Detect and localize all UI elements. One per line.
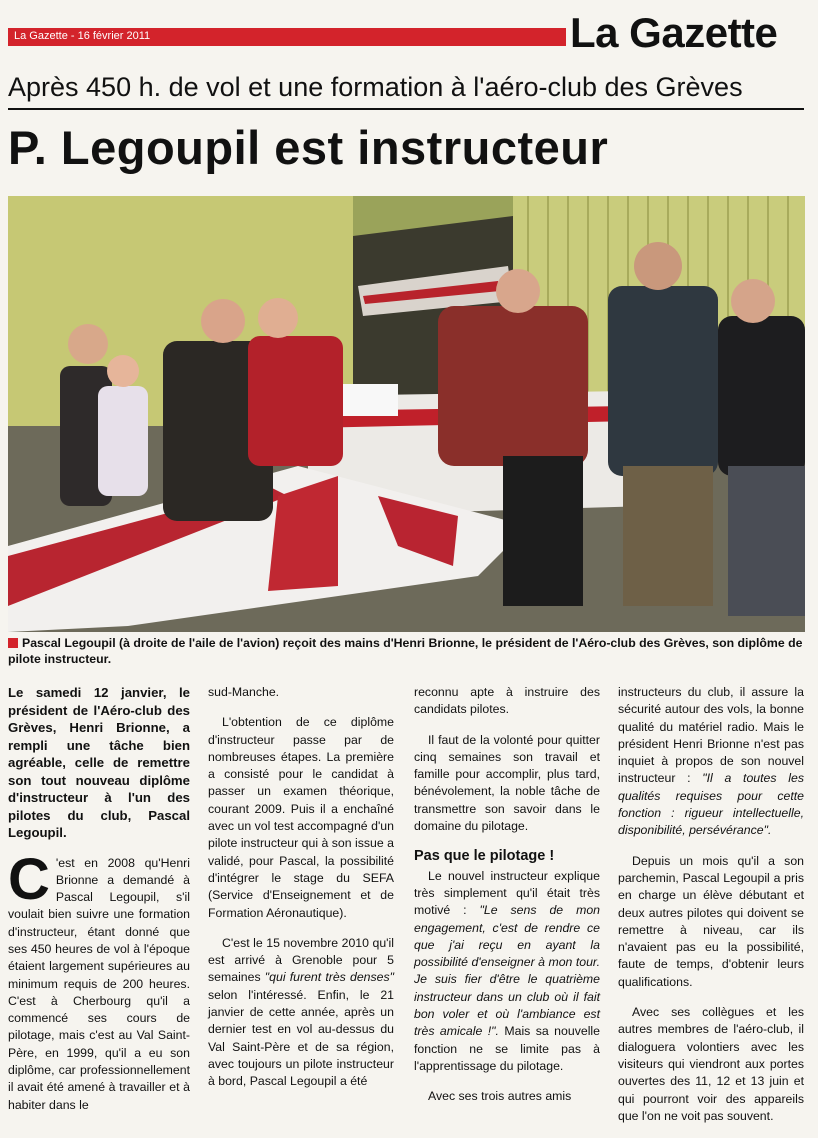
photo-caption <box>8 636 808 667</box>
drop-cap: C <box>8 846 50 912</box>
article-headline: P. Legoupil est instructeur <box>8 121 609 174</box>
date-line: La Gazette - 16 février 2011 <box>14 30 151 42</box>
col2-paragraph-2 <box>208 935 394 1091</box>
col3-continuation: reconnu apte à instruire des candidats pilotes. <box>414 685 600 717</box>
col2-continuation: sud-Manche. <box>208 685 280 699</box>
article-photo <box>8 196 805 632</box>
col3-paragraph-3: Avec ses trois autres amis <box>428 1089 572 1104</box>
col4-paragraph-1: Depuis un mois qu'il a son parchemin, Pascal Legoupil a pris en charge un élève débutant et deux autres pilotes qui doivent se remettre à niveau, car ils n'avaient pas eu la possibilité, faute de temps, d'obtenir leurs qualifications. <box>618 853 804 989</box>
col3-p2-a: Le nouvel instructeur explique très simplement qu'il était très motivé : <box>414 868 600 918</box>
article-subtitle: Après 450 h. de vol et une formation à l'aéro-club des Grèves <box>8 72 743 102</box>
col1-paragraph <box>8 846 190 1114</box>
caption-text: Pascal Legoupil (à droite de l'aile de l'avion) reçoit des mains d'Henri Brionne, le président de l'Aéro-club des Grèves, son diplôme de pilote instructeur. <box>8 636 803 666</box>
column-1 <box>8 684 190 1127</box>
column-3 <box>414 684 600 1119</box>
caption-marker <box>8 638 18 648</box>
photo-hangar-scene <box>8 196 805 632</box>
date-bar <box>8 28 566 46</box>
col4-continuation <box>618 684 804 840</box>
column-2 <box>208 684 394 1104</box>
col4-paragraph-2: Avec ses collègues et les autres membres de l'aéro-club, il dialoguera volontiers avec les visiteurs qui viendront aux portes ouvertes des 11, 12 et 13 juin et qui pourront voir des appareils que l'on ne voit pas souvent. <box>618 1005 804 1123</box>
column-4 <box>618 684 804 1138</box>
diploma <box>343 384 398 416</box>
col2-p2-b: selon l'intéressé. Enfin, le 21 janvier de cette année, après un dernier test en vol au-dessus du Val Saint-Père et de sa région, avec toujours un pilote instructeur à bord, Pascal Legoupil a été <box>208 987 394 1089</box>
masthead: La Gazette <box>570 9 778 56</box>
col3-p2-b: Mais sa nouvelle fonction ne se limite pas à l'apprentissage du pilotage. <box>414 1024 600 1073</box>
col2-p2-quote: "qui furent très denses" <box>264 970 394 985</box>
section-subheading: Pas que le pilotage ! <box>414 848 555 865</box>
col3-paragraph-1: Il faut de la volonté pour quitter cinq semaines son travail et famille pour accomplir, plus tard, bénévolement, la noble tâche de transmettre son savoir dans le domaine du pilotage. <box>414 732 600 834</box>
col4-cont-quote: "Il a toutes les qualités requises pour cette fonction : rigueur intellectuelle, disponibilité, persévérance". <box>618 771 804 838</box>
col2-paragraph-1: L'obtention de ce diplôme d'instructeur passe par de nombreuses étapes. La première a consisté pour le candidat à passer un examen théorique, courant 2009. Puis il a enchaîné avec un vol test accompagné d'un pilote instructeur qui à son issue a validé, pour Pascal, la possibilité d'intégrer le stage du SEFA (Service d'Enseignement et de Formation Aéronautique). <box>208 715 394 920</box>
col2-p2-a: C'est le 15 novembre 2010 qu'il est arrivé à Grenoble pour 5 semaines <box>208 935 394 985</box>
lead-paragraph: Le samedi 12 janvier, le président de l'Aéro-club des Grèves, Henri Brionne, a rempli une tâche bien agréable, celle de remettre son tout nouveau diplôme d'instructeur à l'un des pilotes du club, Pascal Legoupil. <box>8 685 190 840</box>
col3-paragraph-2 <box>414 868 600 1076</box>
col1-text: 'est en 2008 qu'Henri Brionne a demandé à Pascal Legoupil, s'il voulait bien suivre une formation d'instructeur, étant donné que ses 450 heures de vol à l'époque étaient largement supérieures au minimum requis de 200 heures. C'est à Cherbourg qu'il a commencé ses cours de pilotage, mais c'est au Val Saint-Père, en 1999, qu'il a eu son diplôme, car professionnellement il avait été amené à travailler et à habiter dans le <box>8 855 190 1112</box>
subtitle-rule <box>8 108 804 110</box>
col3-p2-quote: "Le sens de mon engagement, c'est de rendre ce que j'ai reçu en ayant la possibilité d'enseigner à mon tour. Je suis fier d'être le quatrième instructeur dans un club où il fait bon voler et où l'ambiance est très amicale !". <box>414 903 600 1039</box>
col4-cont-a: instructeurs du club, il assure la sécurité autour des vols, la bonne qualité du matériel radio. Mais le président Henri Brionne n'est pas inquiet à propos de son nouvel instructeur : <box>618 685 804 786</box>
